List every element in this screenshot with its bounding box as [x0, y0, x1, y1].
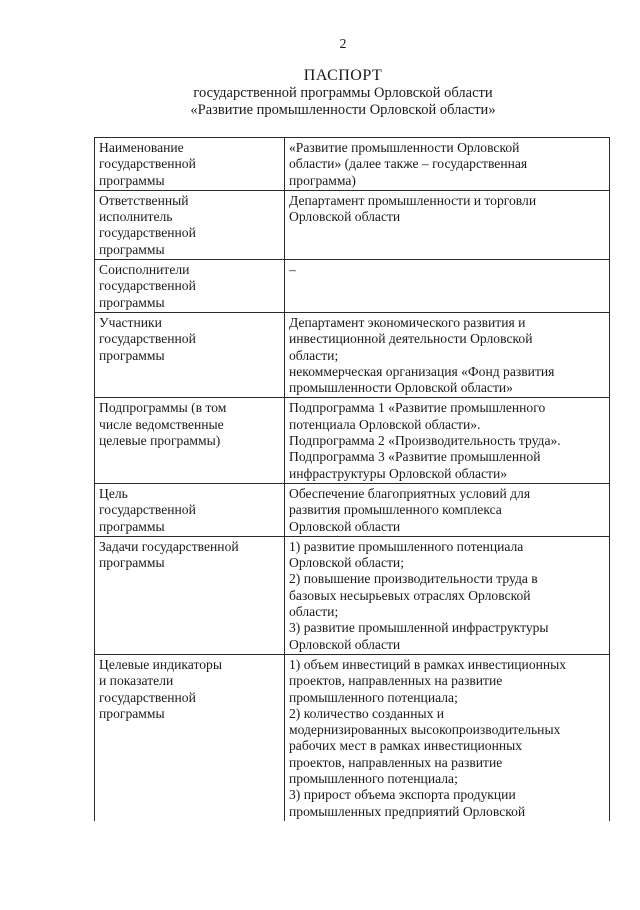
row-value-line: Орловской области	[289, 209, 401, 225]
title-line-2: «Развитие промышленности Орловской области»	[190, 102, 496, 118]
row-value-line: промышленных предприятий Орловской	[289, 803, 526, 819]
row-label-cell	[95, 138, 285, 191]
document-title	[0, 66, 640, 119]
row-value-line: «Развитие промышленности Орловской	[289, 140, 520, 155]
passport-table	[94, 137, 610, 821]
row-label-line: Ответственный	[99, 192, 189, 208]
page-number: 2	[339, 37, 347, 52]
row-label-line: программы	[99, 518, 165, 534]
row-label-cell	[95, 260, 285, 313]
row-value-line: 1) развитие промышленного потенциала	[289, 538, 524, 554]
row-value-cell	[285, 260, 610, 313]
row-value-line: модернизированных высокопроизводительных	[289, 722, 561, 738]
row-label-line: государственной	[99, 156, 196, 172]
row-value-line: рабочих мест в рамках инвестиционных	[289, 738, 523, 754]
row-value-line: развития промышленного комплекса	[289, 502, 502, 518]
row-value-line: промышленного потенциала;	[289, 770, 458, 786]
row-label-line: Наименование	[99, 140, 184, 155]
row-value-line: 1) объем инвестиций в рамках инвестиционных	[289, 656, 567, 672]
row-value-line: Подпрограмма 3 «Развитие промышленной	[289, 449, 541, 465]
row-value-line: Подпрограмма 2 «Производительность труда».	[289, 433, 561, 449]
row-value-line: проектов, направленных на развитие	[289, 673, 503, 689]
row-label-line: государственной	[99, 225, 196, 241]
title-heading: ПАСПОРТ	[303, 67, 383, 84]
row-label-cell	[95, 654, 285, 820]
row-label-cell	[95, 312, 285, 397]
passport-table-body	[95, 138, 610, 821]
row-label-line: целевые программы)	[99, 433, 221, 449]
row-value-cell	[285, 536, 610, 654]
row-label-line: числе ведомственные	[99, 416, 224, 432]
row-label-cell	[95, 398, 285, 483]
row-label-line: Подпрограммы (в том	[99, 400, 227, 416]
row-value-line: области» (далее также – государственная	[289, 156, 528, 172]
row-value-cell	[285, 398, 610, 483]
title-line-1: государственной программы Орловской области	[193, 85, 493, 101]
row-label-line: государственной	[99, 689, 196, 705]
row-label-line: программы	[99, 294, 165, 310]
row-label-line: программы	[99, 172, 165, 188]
row-value-line: Орловской области;	[289, 555, 404, 571]
row-label-line: программы	[99, 347, 165, 363]
row-label-cell	[95, 483, 285, 536]
row-value-line: Департамент экономического развития и	[289, 314, 526, 330]
row-label-line: государственной	[99, 278, 196, 294]
passport-row	[95, 312, 610, 397]
row-value-line: промышленности Орловской области»	[289, 380, 513, 396]
row-value-line: Подпрограмма 1 «Развитие промышленного	[289, 400, 546, 416]
row-value-line: инвестиционной деятельности Орловской	[289, 331, 533, 347]
passport-row	[95, 654, 610, 820]
row-value-line: 3) развитие промышленной инфраструктуры	[289, 620, 549, 636]
row-value-line: –	[289, 262, 296, 278]
row-label-cell	[95, 190, 285, 259]
row-value-line: 2) повышение производительности труда в	[289, 571, 538, 587]
row-label-cell	[95, 536, 285, 654]
row-label-line: Задачи государственной	[99, 538, 239, 554]
row-label-line: Целевые индикаторы	[99, 656, 222, 672]
row-value-cell	[285, 654, 610, 820]
row-label-line: Соисполнители	[99, 262, 190, 278]
row-label-line: программы	[99, 705, 165, 721]
row-label-line: Участники	[99, 314, 162, 330]
row-value-line: некоммерческая организация «Фонд развития	[289, 363, 555, 379]
row-value-line: Департамент промышленности и торговли	[289, 192, 537, 208]
row-label-line: программы	[99, 555, 165, 571]
passport-row	[95, 483, 610, 536]
row-value-line: проектов, направленных на развитие	[289, 754, 503, 770]
row-value-line: Обеспечение благоприятных условий для	[289, 485, 531, 501]
row-label-line: Цель	[99, 485, 128, 501]
row-value-line: области;	[289, 347, 339, 363]
row-value-line: промышленного потенциала;	[289, 689, 458, 705]
row-value-line: базовых несырьевых отраслях Орловской	[289, 587, 531, 603]
row-value-line: инфраструктуры Орловской области»	[289, 465, 508, 481]
row-value-line: 3) прирост объема экспорта продукции	[289, 787, 516, 803]
row-value-cell	[285, 138, 610, 191]
row-value-cell	[285, 312, 610, 397]
passport-row	[95, 138, 610, 191]
row-value-cell	[285, 190, 610, 259]
row-label-line: государственной	[99, 502, 196, 518]
row-value-line: Орловской области	[289, 636, 401, 652]
row-value-line: Орловской области	[289, 518, 401, 534]
row-value-line: 2) количество созданных и	[289, 705, 445, 721]
row-label-line: программы	[99, 241, 165, 257]
row-value-line: области;	[289, 604, 339, 620]
row-value-line: потенциала Орловской области».	[289, 416, 481, 432]
passport-row	[95, 398, 610, 483]
passport-row	[95, 260, 610, 313]
row-value-cell	[285, 483, 610, 536]
passport-row	[95, 536, 610, 654]
passport-row	[95, 190, 610, 259]
row-label-line: и показатели	[99, 673, 174, 689]
row-label-line: исполнитель	[99, 209, 173, 225]
row-label-line: государственной	[99, 331, 196, 347]
row-value-line: программа)	[289, 172, 356, 188]
